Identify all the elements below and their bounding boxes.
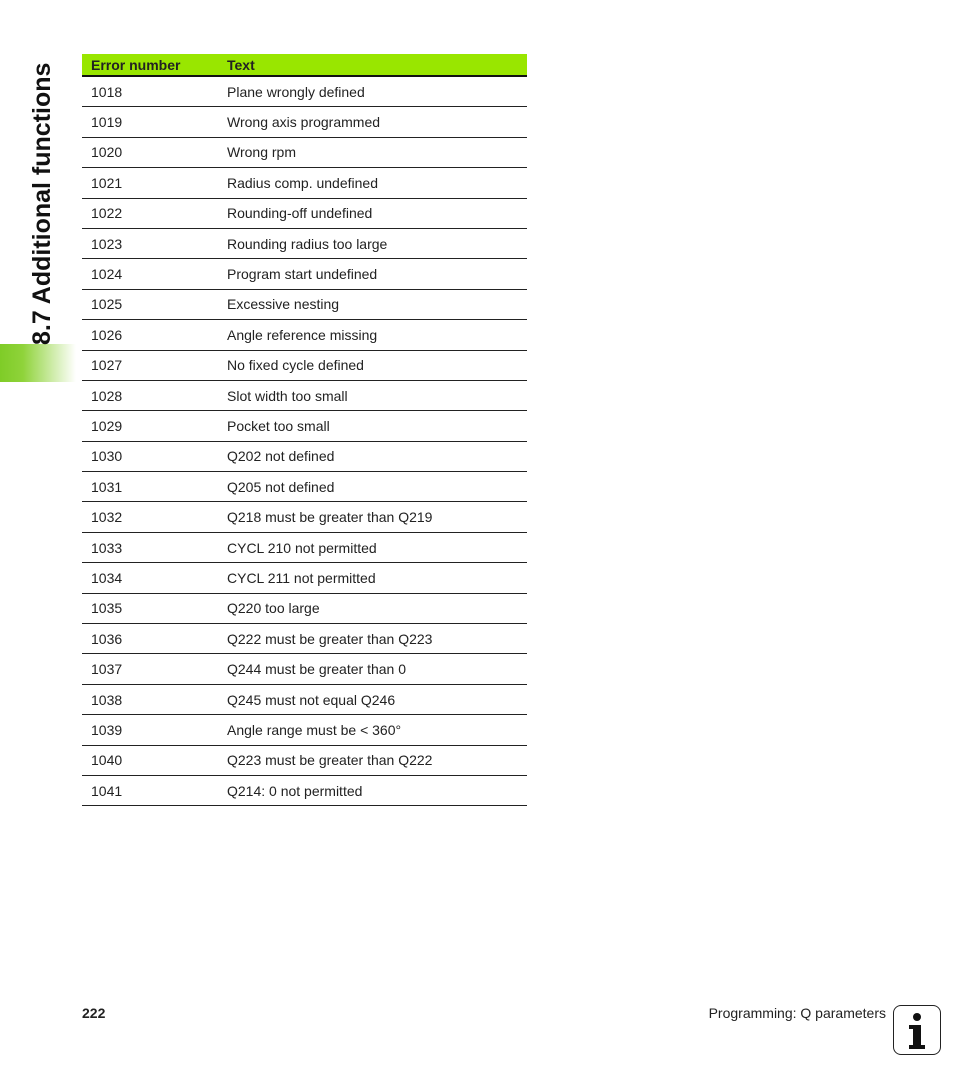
error-text: Radius comp. undefined	[218, 168, 527, 198]
error-text: Wrong axis programmed	[218, 107, 527, 137]
table-row	[82, 289, 527, 319]
error-number: 1018	[82, 76, 218, 107]
table-row	[82, 775, 527, 805]
page-number: 222	[82, 1005, 106, 1021]
error-number: 1024	[82, 259, 218, 289]
table-row	[82, 563, 527, 593]
error-text: Slot width too small	[218, 380, 527, 410]
error-text: Plane wrongly defined	[218, 76, 527, 107]
error-text: Excessive nesting	[218, 289, 527, 319]
table-row	[82, 168, 527, 198]
table-row	[82, 350, 527, 380]
table-row	[82, 228, 527, 258]
error-text: Rounding-off undefined	[218, 198, 527, 228]
error-text: Program start undefined	[218, 259, 527, 289]
table-row	[82, 684, 527, 714]
error-number: 1034	[82, 563, 218, 593]
error-number: 1039	[82, 715, 218, 745]
error-number: 1027	[82, 350, 218, 380]
error-number: 1026	[82, 320, 218, 350]
table-row	[82, 654, 527, 684]
error-text: Angle range must be < 360°	[218, 715, 527, 745]
error-text: Q223 must be greater than Q222	[218, 745, 527, 775]
error-text: Q214: 0 not permitted	[218, 775, 527, 805]
error-number: 1038	[82, 684, 218, 714]
error-text: No fixed cycle defined	[218, 350, 527, 380]
section-title: 8.7 Additional functions	[28, 62, 56, 345]
table-row	[82, 137, 527, 167]
table-row	[82, 198, 527, 228]
table-row	[82, 380, 527, 410]
table-row	[82, 624, 527, 654]
error-text: Q222 must be greater than Q223	[218, 624, 527, 654]
error-text: Q218 must be greater than Q219	[218, 502, 527, 532]
error-number: 1023	[82, 228, 218, 258]
error-number: 1033	[82, 532, 218, 562]
error-text: Pocket too small	[218, 411, 527, 441]
header-error-number: Error number	[82, 54, 218, 76]
section-marker	[0, 344, 76, 382]
error-text: Q205 not defined	[218, 472, 527, 502]
error-text: CYCL 210 not permitted	[218, 532, 527, 562]
error-number: 1030	[82, 441, 218, 471]
error-text: Wrong rpm	[218, 137, 527, 167]
error-number: 1029	[82, 411, 218, 441]
error-text: CYCL 211 not permitted	[218, 563, 527, 593]
error-number: 1021	[82, 168, 218, 198]
table-row	[82, 502, 527, 532]
table-row	[82, 532, 527, 562]
error-text: Q202 not defined	[218, 441, 527, 471]
table-header	[82, 54, 527, 76]
error-number: 1025	[82, 289, 218, 319]
error-number: 1035	[82, 593, 218, 623]
error-number: 1028	[82, 380, 218, 410]
error-number: 1036	[82, 624, 218, 654]
chapter-title: Programming: Q parameters	[708, 1005, 886, 1021]
error-text: Q220 too large	[218, 593, 527, 623]
table-row	[82, 411, 527, 441]
info-icon	[893, 1005, 941, 1055]
table-row	[82, 76, 527, 107]
table-row	[82, 745, 527, 775]
error-number: 1022	[82, 198, 218, 228]
error-number: 1032	[82, 502, 218, 532]
table-row	[82, 259, 527, 289]
error-text: Q245 must not equal Q246	[218, 684, 527, 714]
table-row	[82, 107, 527, 137]
error-number: 1040	[82, 745, 218, 775]
error-number: 1031	[82, 472, 218, 502]
table-row	[82, 472, 527, 502]
error-text: Rounding radius too large	[218, 228, 527, 258]
error-number: 1041	[82, 775, 218, 805]
error-text: Q244 must be greater than 0	[218, 654, 527, 684]
table-row	[82, 441, 527, 471]
error-number: 1019	[82, 107, 218, 137]
error-table	[82, 54, 527, 806]
table-row	[82, 320, 527, 350]
error-text: Angle reference missing	[218, 320, 527, 350]
error-number: 1037	[82, 654, 218, 684]
header-text: Text	[218, 54, 527, 76]
table-row	[82, 715, 527, 745]
error-number: 1020	[82, 137, 218, 167]
table-row	[82, 593, 527, 623]
